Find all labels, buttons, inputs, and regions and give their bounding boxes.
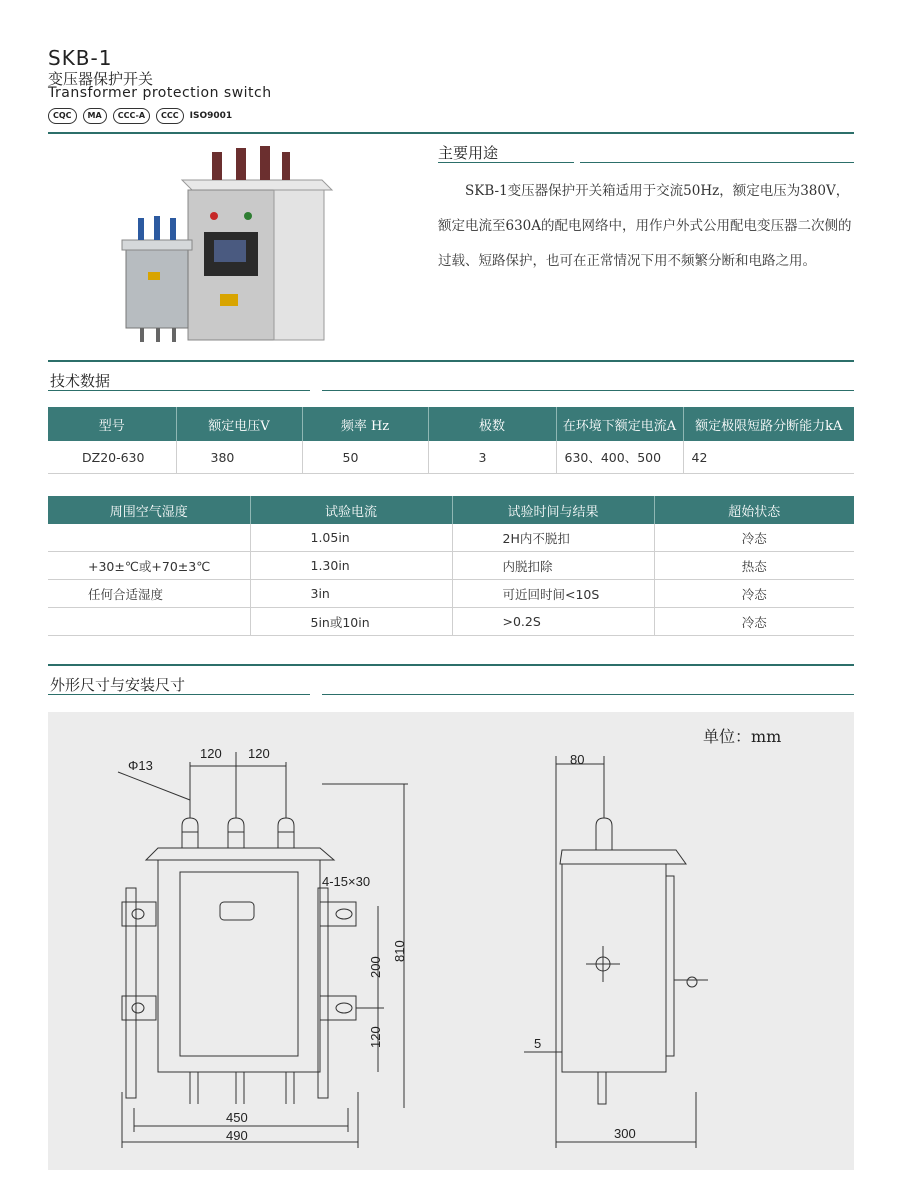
front-door: [180, 872, 298, 1056]
header-voltage: 额定电压V: [176, 407, 302, 441]
ccc-a-logo: CCC-A: [113, 108, 150, 124]
product-name-cn: 变压器保护开关: [48, 70, 154, 88]
table-cell: 380: [176, 441, 302, 474]
table-cell: >0.2S: [452, 608, 654, 636]
unit-label: 单位：mm: [703, 727, 782, 746]
table-cell: 3: [428, 441, 556, 474]
table-cell: 1.05in: [250, 524, 452, 552]
tech-table: [48, 407, 854, 474]
table-header-row: [48, 496, 854, 524]
side-leg: [598, 1072, 606, 1104]
header-current: 在环境下额定电流A: [556, 407, 683, 441]
dim-120-h: 120: [368, 1026, 383, 1048]
header-initial-state: 超始状态: [654, 496, 854, 524]
cqc-logo: CQC: [48, 108, 77, 124]
divider: [48, 390, 310, 391]
table-cell: [48, 524, 250, 552]
divider: [580, 162, 854, 163]
test-table: [48, 496, 854, 636]
dimensions-heading: 外形尺寸与安装尺寸: [50, 676, 186, 694]
header-humidity: 周围空气湿度: [48, 496, 250, 524]
dim-120-a: 120: [200, 746, 222, 761]
table-cell: 1.30in: [250, 552, 452, 580]
dimension-drawing: [48, 712, 854, 1170]
dim-phi13: Φ13: [128, 758, 153, 773]
table-cell: 630、400、500: [556, 441, 683, 474]
dim-5: 5: [534, 1036, 542, 1051]
table-cell: 冷态: [654, 608, 854, 636]
header-test-current: 试验电流: [250, 496, 452, 524]
table-row: [48, 441, 854, 474]
front-rail-left: [126, 888, 136, 1098]
divider: [322, 390, 854, 391]
table-cell: 50: [302, 441, 428, 474]
dim-810: 810: [392, 940, 407, 962]
front-rail-right-top: [320, 902, 356, 926]
table-cell: 热态: [654, 552, 854, 580]
table-row: [48, 552, 854, 580]
dim-80: 80: [570, 752, 585, 767]
table-cell: 任何合适湿度: [48, 580, 250, 608]
table-header-row: [48, 407, 854, 441]
usage-heading: 主要用途: [438, 144, 499, 162]
table-cell: [48, 608, 250, 636]
header-frequency: 频率 Hz: [302, 407, 428, 441]
header-model: 型号: [48, 407, 176, 441]
table-cell: +30±℃或+70±3℃: [48, 552, 250, 580]
divider: [322, 694, 854, 695]
ma-logo: MA: [83, 108, 107, 124]
table-cell: 2H内不脱扣: [452, 524, 654, 552]
dim-slot: 4-15×30: [322, 874, 371, 889]
front-body: [158, 860, 320, 1072]
divider: [48, 664, 854, 666]
front-insulators: [182, 782, 294, 848]
side-mount-hole: [687, 977, 697, 987]
slot-hole: [132, 1003, 144, 1013]
table-cell: 3in: [250, 580, 452, 608]
header-poles: 极数: [428, 407, 556, 441]
product-name-en: Transformer protection switch: [48, 85, 272, 101]
dim-120-b: 120: [248, 746, 270, 761]
dim-200: 200: [368, 956, 383, 978]
slot-hole: [336, 909, 352, 919]
front-window: [220, 902, 254, 920]
divider: [48, 694, 310, 695]
table-row: [48, 524, 854, 552]
dim-450: 450: [226, 1110, 248, 1125]
table-cell: 内脱扣除: [452, 552, 654, 580]
product-photo: [118, 140, 338, 350]
usage-text: SKB-1变压器保护开关箱适用于交流50Hz，额定电压为380V，额定电流至630A的配电网络中，用作户外式公用配电变压器二次侧的过载、短路保护，也可在正常情况下用不频繁分断和电路之用。: [438, 183, 852, 269]
table-cell: 冷态: [654, 524, 854, 552]
divider: [48, 360, 854, 362]
divider: [48, 132, 854, 134]
side-insulator: [596, 818, 612, 850]
front-rail-left-top: [122, 902, 156, 926]
dim-490: 490: [226, 1128, 248, 1143]
iso9001-logo: ISO9001: [189, 111, 233, 121]
ccc-logo: CCC: [156, 108, 184, 124]
side-door-edge: [666, 876, 674, 1056]
product-model: SKB-1: [48, 46, 113, 70]
front-roof: [146, 848, 334, 860]
table-cell: 冷态: [654, 580, 854, 608]
table-cell: DZ20-630: [48, 441, 176, 474]
slot-hole: [336, 1003, 352, 1013]
header-breaking: 额定极限短路分断能力kA: [683, 407, 854, 441]
table-cell: 5in或10in: [250, 608, 452, 636]
front-rail-right-bottom: [320, 996, 356, 1020]
header-test-result: 试验时间与结果: [452, 496, 654, 524]
table-cell: 42: [683, 441, 854, 474]
table-cell: 可近回时间<10S: [452, 580, 654, 608]
table-row: [48, 608, 854, 636]
divider: [438, 162, 574, 163]
side-roof: [560, 850, 686, 864]
table-row: [48, 580, 854, 608]
side-body: [562, 864, 666, 1072]
dim-300: 300: [614, 1126, 636, 1141]
tech-heading: 技术数据: [50, 372, 111, 390]
slot-hole: [132, 909, 144, 919]
certification-logos: [48, 108, 232, 124]
front-rail-left-bottom: [122, 996, 156, 1020]
